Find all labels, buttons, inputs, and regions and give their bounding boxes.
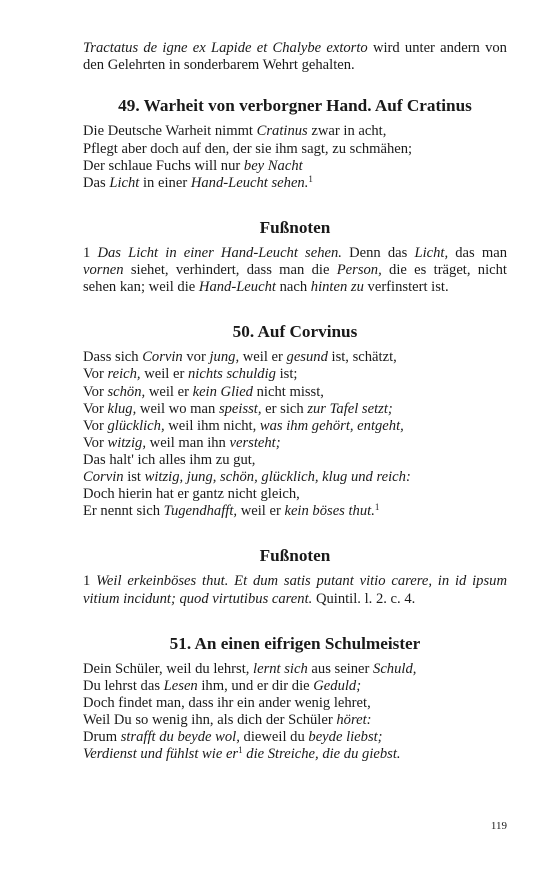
intro-italic: Tractatus de igne ex Lapide et Chalybe extorto (83, 40, 368, 56)
verse-line: Doch hierin hat er gantz nicht gleich, (83, 486, 300, 503)
section-49-verse (83, 123, 507, 191)
verse-line: Vor klug, weil wo man speisst, er sich zur Tafel setzt; (83, 400, 393, 417)
page-number: 119 (490, 820, 507, 832)
verse-line: Doch findet man, dass ihr ein ander wenig lehret, (83, 694, 371, 711)
section-51-verse (83, 661, 507, 764)
verse-line: Pflegt aber doch auf den, der sie ihm sagt, zu schmähen; (83, 140, 413, 157)
verse-line: Verdienst und fühlst wie $er^1$ die Streiche, die du giebst. (83, 745, 401, 763)
section-49-title: 49. Warheit von verborgner Hand. Auf Cratinus (118, 96, 472, 116)
intro-paragraph (83, 40, 507, 74)
verse-line: Vor witzig, weil man ihn versteht; (83, 434, 281, 451)
footnote-50: 1 Weil erkeinböses thut. Et dum satis putant vitio carere, in id ipsum vitium incidunt; quod virtutibus carent. Quintil. l. 2. c. 4. (83, 573, 507, 607)
section-50-verse (83, 349, 507, 520)
section-51-title: 51. An einen eifrigen Schulmeister (169, 633, 421, 653)
footnotes-heading: Fußnoten (259, 217, 331, 237)
verse-line: Dass sich Corvin vor jung, weil er gesund ist, schätzt, (83, 349, 397, 366)
page-content (83, 40, 507, 763)
verse-line: Dein Schüler, weil du lehrst, lernt sich aus seiner Schuld, (83, 660, 417, 677)
footnotes-heading: Fußnoten (259, 546, 331, 566)
verse-line: Er nennt sich Tugendhafft, weil er kein böses thut.$^1$ (83, 502, 380, 520)
verse-line: Die Deutsche Warheit nimmt Cratinus zwar in acht, (83, 123, 387, 140)
verse-line: Vor reich, weil er nichts schuldig ist; (83, 366, 298, 383)
footnote-49: 1 Das Licht in einer Hand-Leucht sehen. Denn das Licht, das man vornen siehet, verhindert, dass man die Person, die es träget, nicht sehen kan; weil die Hand-Leucht nach hinten zu verfinstert ist. (83, 244, 507, 296)
verse-line: Weil Du so wenig ihn, als dich der Schüler höret: (83, 712, 372, 729)
verse-line: Drum strafft du beyde wol, dieweil du beyde liebst; (83, 729, 383, 746)
verse-line: Du lehrst das Lesen ihm, und er dir die Geduld; (83, 677, 362, 694)
verse-line: Der schlaue Fuchs will nur bey Nacht (83, 157, 303, 174)
intro-text: wird unter andern von den Gelehrten in sonderbarem Wehrt gehalten. (83, 40, 507, 74)
verse-line: Das halt' ich alles ihm zu gut, (83, 451, 256, 468)
verse-line: Das Licht in einer Hand-Leucht sehen.$^1$ (83, 173, 313, 191)
footnote-marker: 1 (238, 745, 243, 756)
verse-line: Corvin ist witzig, jung, schön, glücklich, klug und reich: (83, 469, 411, 486)
footnote-marker: 1 (374, 502, 380, 513)
verse-line: Vor schön, weil er kein Glied nicht misst, (83, 383, 324, 400)
section-50-title: 50. Auf Corvinus (232, 322, 358, 342)
footnote-marker: 1 (308, 173, 313, 184)
verse-line: Vor glücklich, weil ihm nicht, was ihm gehört, entgeht, (83, 417, 404, 434)
